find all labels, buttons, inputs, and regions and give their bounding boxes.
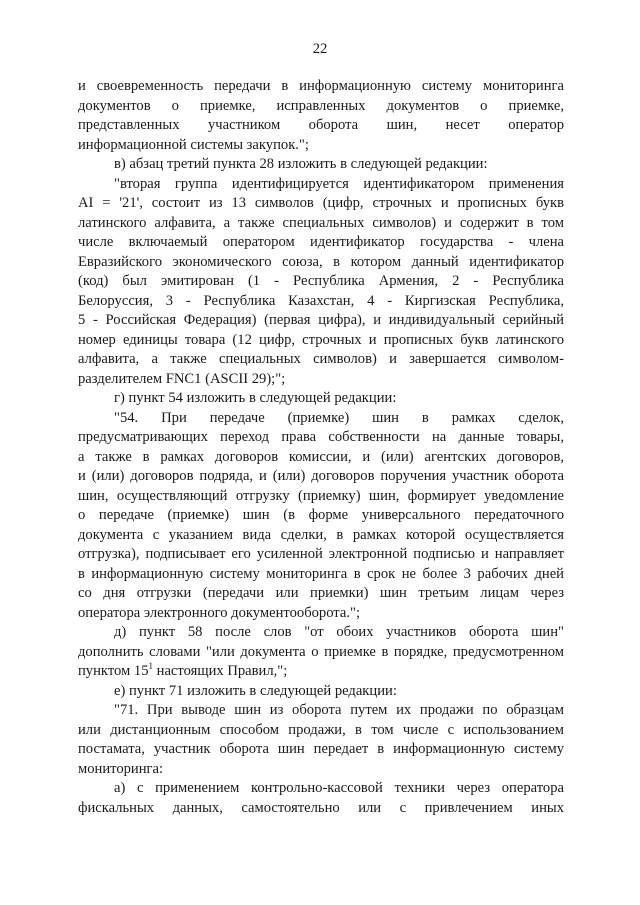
- text-line: [78, 292, 564, 312]
- text-line: [78, 604, 564, 624]
- text-line: [78, 253, 564, 273]
- text-line: [78, 545, 564, 565]
- line-text: AI = '21', состоит из 13 символов (цифр, строчных и прописных букв: [78, 195, 564, 211]
- document-body: [78, 77, 564, 818]
- text-line: [78, 136, 564, 156]
- text-line: [78, 662, 564, 682]
- text-line: [78, 409, 564, 429]
- line-text: информационной системы закупок.";: [78, 136, 309, 153]
- line-text: о передаче (приемке) шин (в форме универсального передаточного: [78, 507, 564, 523]
- line-text: 5 - Российская Федерация) (первая цифра), и индивидуальный серийный: [78, 312, 564, 328]
- text-line: [78, 311, 564, 331]
- line-text: числе включаемый оператором идентификатор государства - члена: [78, 234, 564, 250]
- line-text: оператора электронного документооборота.";: [78, 604, 361, 621]
- text-line: [78, 682, 564, 702]
- line-text: предусматривающих переход права собственности на данные товары,: [78, 429, 564, 445]
- text-line: [78, 721, 564, 741]
- line-text: постамата, участник оборота шин передает в информационную систему: [78, 741, 564, 757]
- line-text: в информационную систему мониторинга в срок не более 3 рабочих дней: [78, 565, 564, 582]
- line-text: документов о приемке, исправленных документов о приемке,: [78, 97, 564, 114]
- text-line: [78, 370, 564, 390]
- paragraph: [78, 779, 564, 818]
- line-text: дополнить словами "или документа о приемке в порядке, предусмотренном: [78, 643, 564, 660]
- line-text: "71. При выводе шин из оборота путем их продажи по образцам: [114, 702, 564, 718]
- paragraph: [78, 389, 564, 409]
- line-text: в) абзац третий пункта 28 изложить в следующей редакции:: [114, 156, 488, 172]
- line-text: или дистанционным способом продажи, в том числе с использованием: [78, 721, 564, 738]
- paragraph: [78, 623, 564, 682]
- line-text: пунктом 15: [78, 663, 149, 679]
- line-text: мониторинга:: [78, 760, 164, 777]
- text-line: [78, 116, 564, 136]
- text-line: [78, 272, 564, 292]
- text-line: [78, 526, 564, 546]
- text-line: [78, 799, 564, 819]
- text-line: [78, 194, 564, 214]
- text-line: [78, 175, 564, 195]
- line-text: г) пункт 54 изложить в следующей редакции:: [114, 390, 397, 406]
- paragraph: [78, 701, 564, 779]
- line-text: со дня отгрузки (передачи или приемки) шин третьим лицам через: [78, 585, 564, 601]
- paragraph: [78, 155, 564, 175]
- superscript: 1: [148, 661, 153, 672]
- text-line: [78, 779, 564, 799]
- page-number: 22: [312, 41, 328, 57]
- line-text: "вторая группа идентифицируется идентификатором применения: [114, 175, 564, 192]
- text-line: [78, 487, 564, 507]
- line-text: а) с применением контрольно-кассовой техники через оператора: [114, 780, 564, 796]
- line-text: документа с указанием вида сделки, в рамках которой осуществляется: [78, 526, 564, 543]
- text-line: [78, 584, 564, 604]
- text-line: [78, 331, 564, 351]
- text-line: [78, 506, 564, 526]
- line-text: алфавита, а также специальных символов) и завершается символом-: [78, 351, 564, 367]
- line-text: представленных участником оборота шин, несет оператор: [78, 117, 564, 133]
- line-text: латинского алфавита, а также специальных символов) и содержит в том: [78, 214, 564, 231]
- line-text: е) пункт 71 изложить в следующей редакции:: [114, 682, 397, 699]
- line-text: фискальных данных, самостоятельно или с привлечением иных: [78, 799, 564, 816]
- paragraph: [78, 682, 564, 702]
- text-line: [78, 565, 564, 585]
- text-line: [78, 467, 564, 487]
- text-line: [78, 389, 564, 409]
- line-text: а также в рамках договоров комиссии, и (или) агентских договоров,: [78, 448, 564, 465]
- line-text-tail: настоящих Правил,";: [153, 663, 288, 679]
- paragraph: [78, 175, 564, 390]
- line-text: отгрузка), подписывает его усиленной электронной подписью и направляет: [78, 546, 564, 562]
- text-line: [78, 214, 564, 234]
- text-line: [78, 740, 564, 760]
- line-text: д) пункт 58 после слов "от обоих участников оборота шин": [114, 624, 564, 640]
- text-line: [78, 97, 564, 117]
- line-text: шин, осуществляющий отгрузку (приемку) шин, формирует уведомление: [78, 487, 564, 504]
- text-line: [78, 155, 564, 175]
- text-line: [78, 623, 564, 643]
- line-text: и (или) договоров подряда, и (или) договоров поручения участник оборота: [78, 468, 564, 484]
- paragraph: [78, 409, 564, 624]
- text-line: [78, 701, 564, 721]
- line-text: разделителем FNC1 (ASCII 29);";: [78, 370, 286, 387]
- line-text: Белоруссия, 3 - Республика Казахстан, 4 - Киргизская Республика,: [78, 292, 564, 309]
- text-line: [78, 77, 564, 97]
- line-text: Евразийского экономического союза, в котором данный идентификатор: [78, 253, 564, 270]
- text-line: [78, 350, 564, 370]
- line-text: и своевременность передачи в информационную систему мониторинга: [78, 78, 564, 94]
- text-line: [78, 448, 564, 468]
- text-line: [78, 760, 564, 780]
- line-text: номер единицы товара (12 цифр, строчных и прописных букв латинского: [78, 331, 564, 348]
- paragraph: [78, 77, 564, 155]
- text-line: [78, 428, 564, 448]
- text-line: [78, 233, 564, 253]
- text-line: [78, 643, 564, 663]
- line-text: (код) был эмитирован (1 - Республика Армения, 2 - Республика: [78, 273, 564, 289]
- line-text: "54. При передаче (приемке) шин в рамках сделок,: [114, 409, 564, 426]
